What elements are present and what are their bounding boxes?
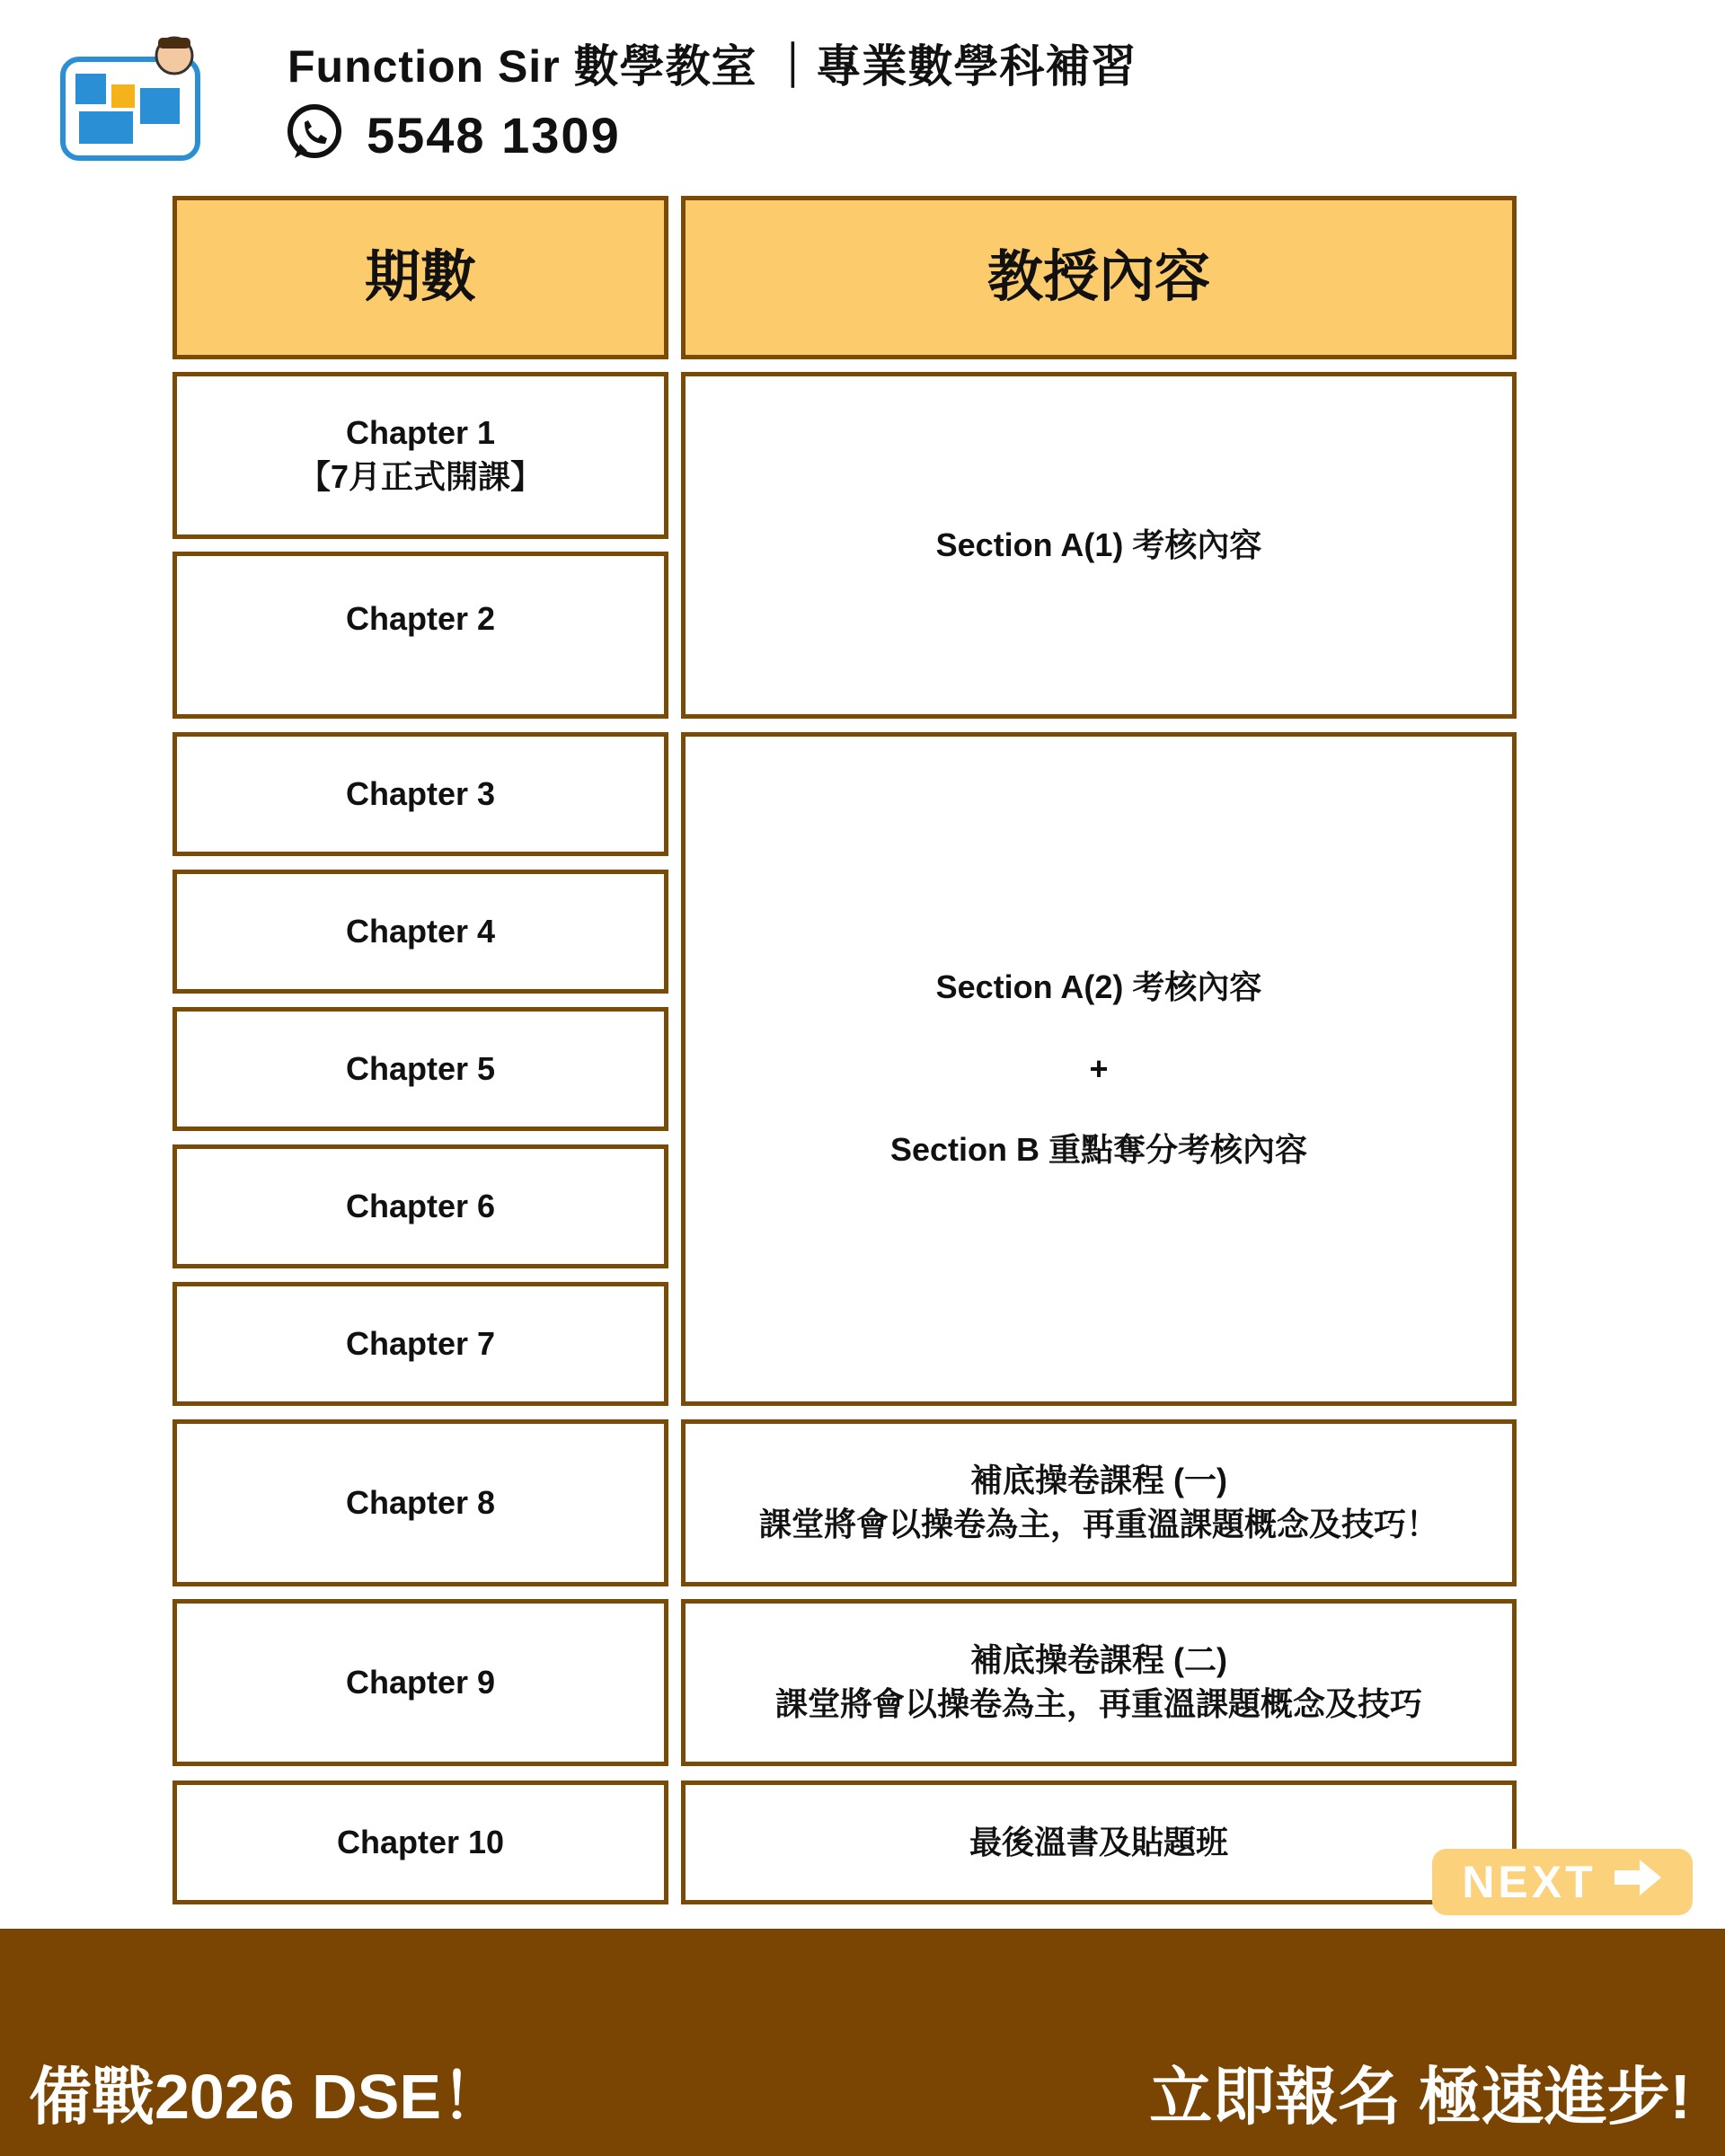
- content-chapter-10: 最後溫書及貼題班: [681, 1780, 1517, 1904]
- chapter-8-cell: Chapter 8: [172, 1419, 668, 1586]
- chapter-1-cell: [172, 372, 668, 539]
- section-a2-label: Section A(2) 考核內容: [935, 968, 1262, 1006]
- chapter-1-label: Chapter 1: [345, 414, 496, 452]
- phone-number[interactable]: 5548 1309: [367, 107, 621, 163]
- whatsapp-icon[interactable]: [284, 102, 345, 168]
- chapter-5-cell: Chapter 5: [172, 1007, 668, 1131]
- next-button[interactable]: [1432, 1849, 1693, 1915]
- ch8-desc: 課堂將會以操卷為主，再重溫課題概念及技巧！: [758, 1506, 1438, 1542]
- next-label: NEXT: [1462, 1857, 1597, 1907]
- header-period: 期數: [172, 196, 668, 359]
- plus-sign: +: [1089, 1049, 1109, 1087]
- brand-title: Function Sir 數學教室 ｜專業數學科補習: [288, 41, 1137, 92]
- arrow-right-icon: [1613, 1856, 1663, 1908]
- chapter-2-cell: Chapter 2: [172, 552, 668, 719]
- footer-slogan-right[interactable]: 立即報名 極速進步!: [1149, 2062, 1691, 2132]
- chapter-7-cell: Chapter 7: [172, 1282, 668, 1406]
- content-section-a1: Section A(1) 考核內容: [681, 372, 1517, 719]
- ch9-desc: 課堂將會以操卷為主，再重溫課題概念及技巧: [774, 1685, 1422, 1722]
- header-content: 教授內容: [681, 196, 1517, 359]
- ch8-title: 補底操卷課程 (一): [970, 1462, 1227, 1499]
- chapter-3-cell: Chapter 3: [172, 732, 668, 856]
- footer-slogan-left: 備戰2026 DSE！: [29, 2062, 505, 2132]
- chapter-9-cell: Chapter 9: [172, 1599, 668, 1766]
- content-chapter-9: [681, 1599, 1517, 1766]
- chapter-4-cell: Chapter 4: [172, 870, 668, 994]
- chapter-10-cell: Chapter 10: [172, 1780, 668, 1904]
- ch9-title: 補底操卷課程 (二): [970, 1641, 1227, 1679]
- brand-logo: [58, 32, 219, 176]
- content-section-a2-b: [681, 732, 1517, 1406]
- section-b-label: Section B 重點奪分考核內容: [889, 1131, 1308, 1169]
- content-chapter-8: [681, 1419, 1517, 1586]
- chapter-6-cell: Chapter 6: [172, 1144, 668, 1268]
- contact-row: [284, 102, 621, 168]
- chapter-1-note: 【7月正式開課】: [297, 458, 544, 495]
